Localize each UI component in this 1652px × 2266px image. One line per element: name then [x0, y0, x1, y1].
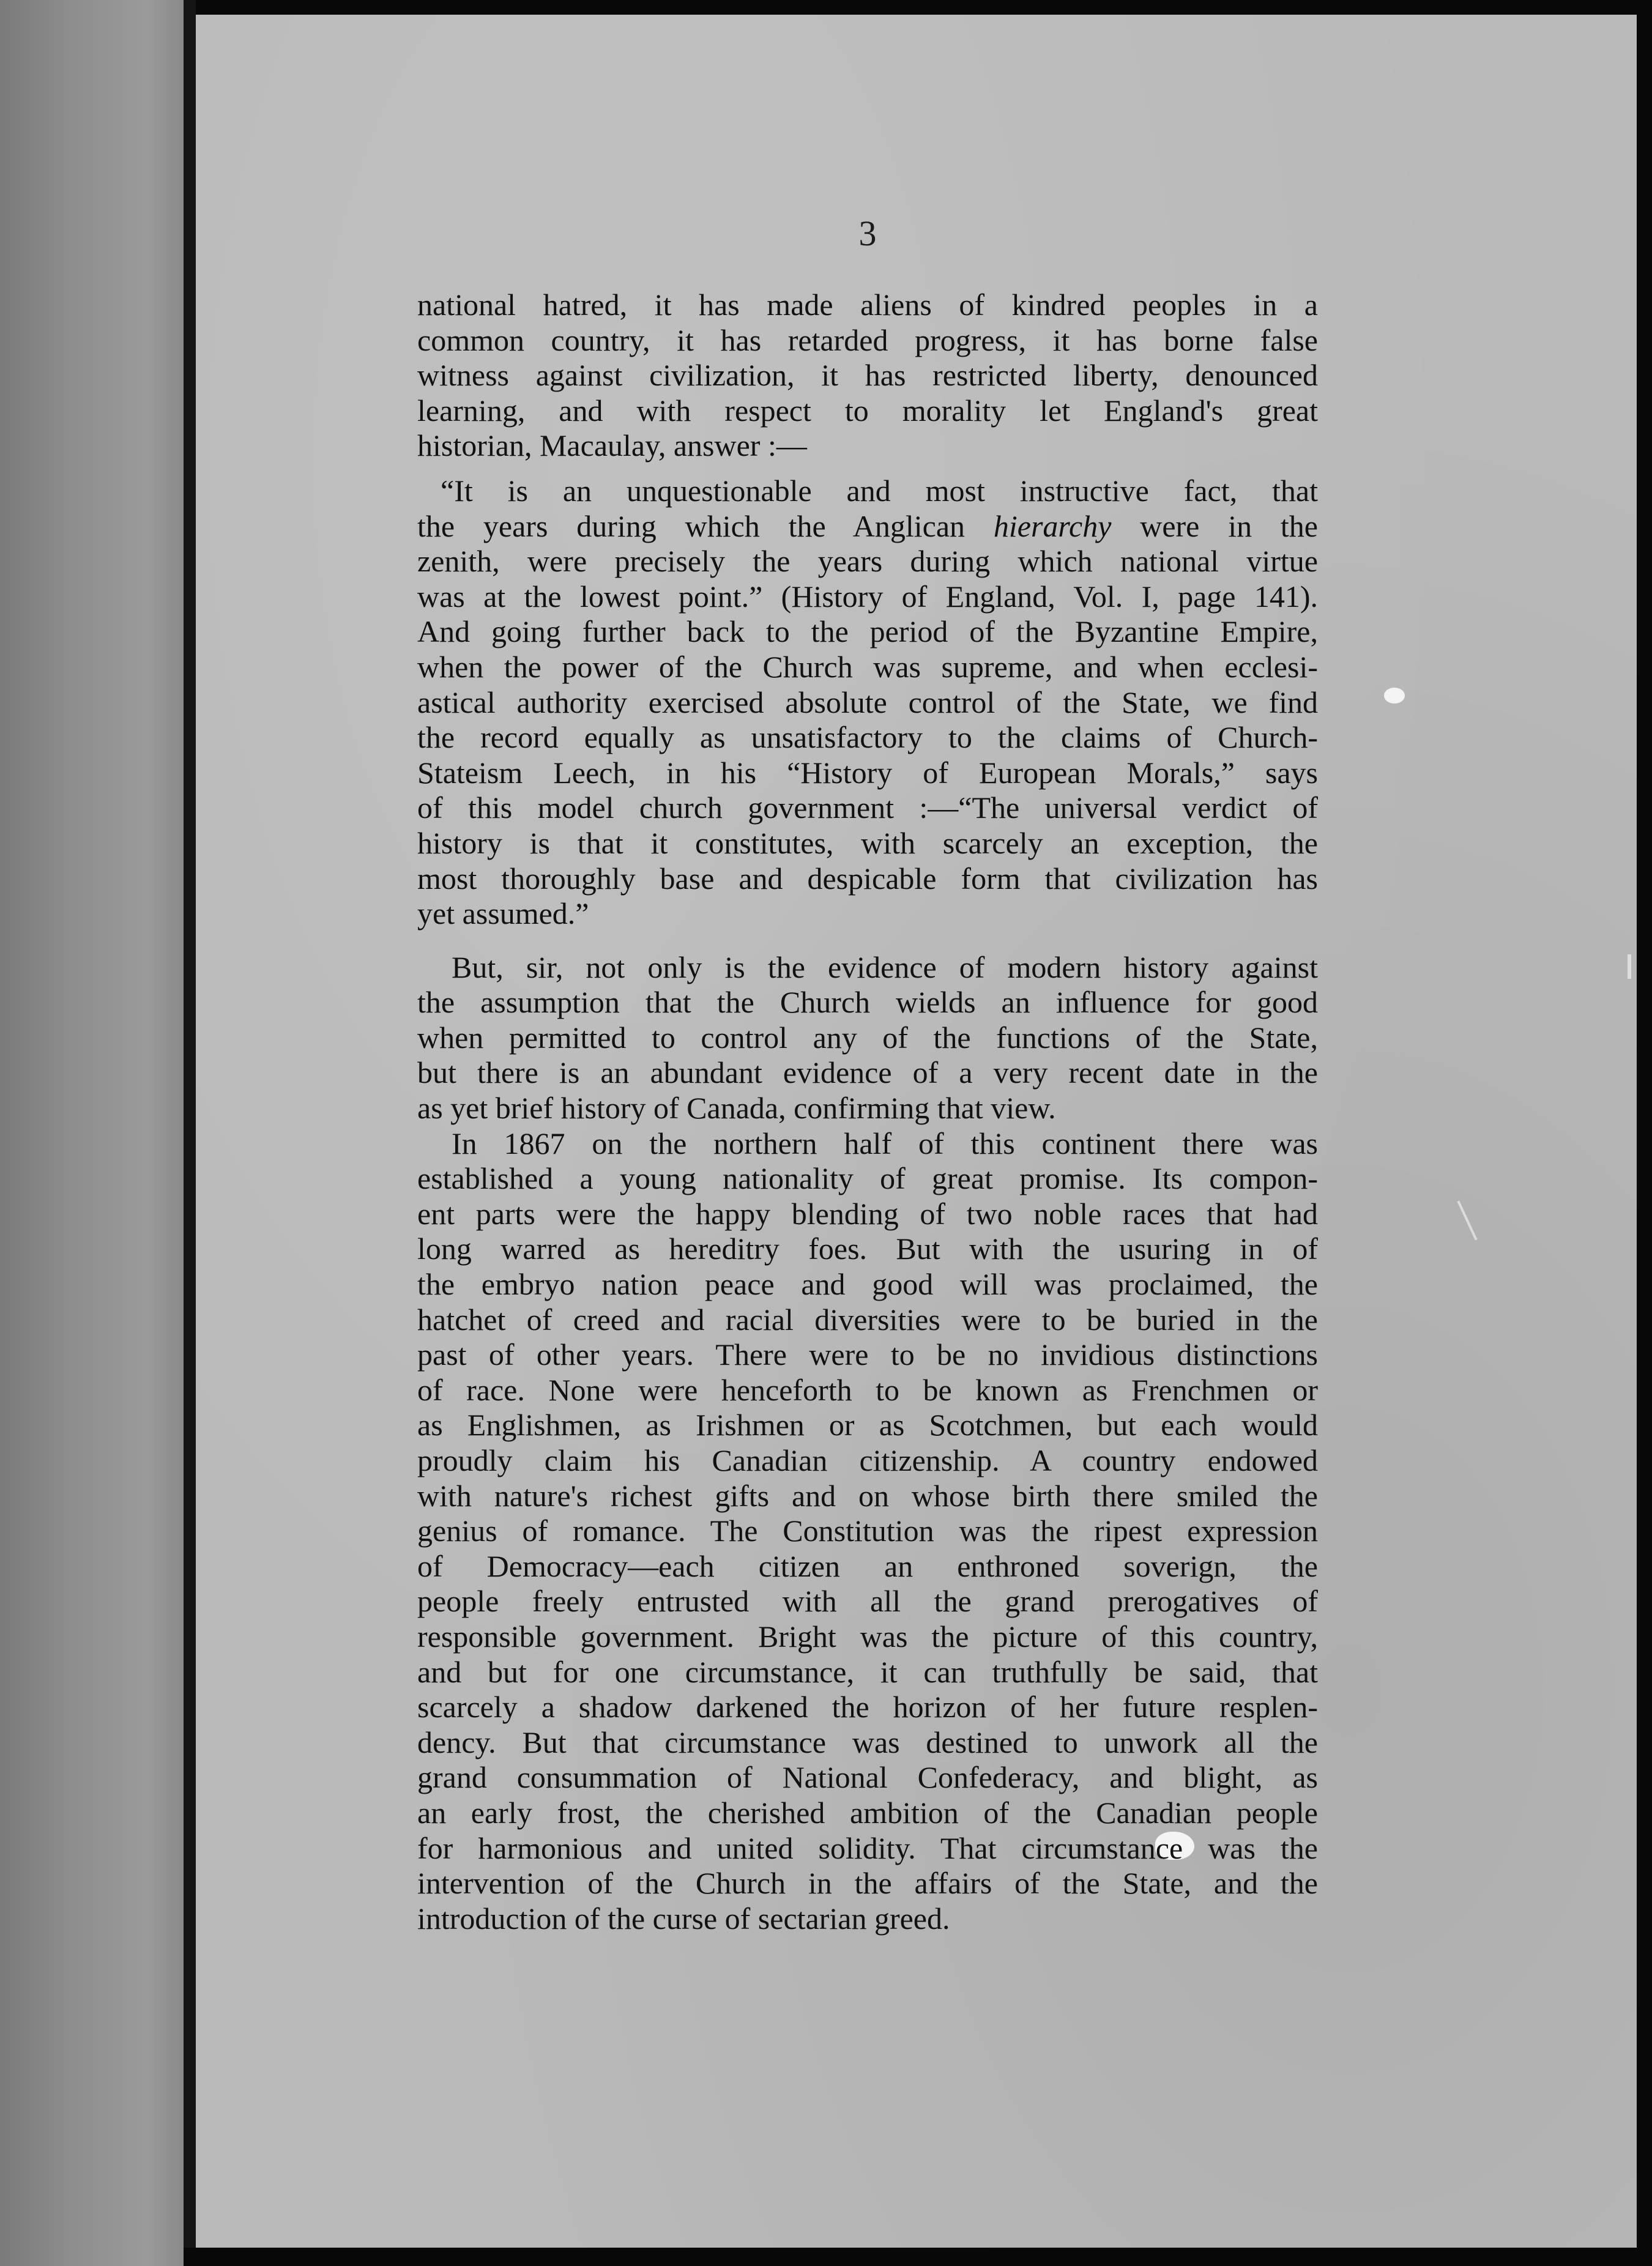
text-line: astical authority exercised absolute control of the State, we find — [417, 685, 1318, 719]
text-line: genius of romance. The Constitution was the ripest expression — [417, 1514, 1318, 1548]
text-line: as yet brief history of Canada, confirming that view. — [417, 1091, 1056, 1126]
paragraph-gap — [417, 464, 1318, 474]
text-line: with nature's richest gifts and on whose birth there smiled the — [417, 1478, 1318, 1513]
scan-bottom-border — [184, 2248, 1652, 2266]
text-line: when permitted to control any of the functions of the State, — [417, 1020, 1318, 1055]
text-line: witness against civilization, it has restricted liberty, denounced — [417, 358, 1318, 393]
text-line: And going further back to the period of the Byzantine Empire, — [417, 614, 1318, 649]
text-line: Stateism Leech, in his “History of European Morals,” says — [417, 755, 1318, 790]
text-line: for harmonious and united solidity. That circumstance was the — [417, 1830, 1318, 1865]
text-line: most thoroughly base and despicable form that civilization has — [417, 861, 1318, 896]
text-line: yet assumed.” — [417, 896, 589, 931]
book-spine — [184, 0, 196, 2266]
text-line: ent parts were the happy blending of two noble races that had — [417, 1196, 1318, 1231]
text-line: scarcely a shadow darkened the horizon of her future resplen- — [417, 1690, 1318, 1725]
text-line: was at the lowest point.” (History of England, Vol. I, page 141). — [417, 579, 1318, 614]
text-line: historian, Macaulay, answer :— — [417, 428, 807, 463]
paragraph — [417, 288, 1318, 464]
text-line: but there is an abundant evidence of a very recent date in the — [417, 1055, 1318, 1090]
text-line: of race. None were henceforth to be known as Frenchmen or — [417, 1372, 1318, 1407]
text-line: when the power of the Church was supreme, and when ecclesi- — [417, 649, 1318, 684]
text-line: of Democracy—each citizen an enthroned soverign, the — [417, 1548, 1318, 1583]
page-number: 3 — [858, 214, 877, 253]
text-line: the assumption that the Church wields an influence for good — [417, 985, 1318, 1020]
text-line: learning, and with respect to morality let England's great — [417, 393, 1318, 428]
paragraph — [417, 1126, 1318, 1937]
text-line: as Englishmen, as Irishmen or as Scotchmen, but each would — [417, 1408, 1318, 1443]
body-text — [417, 288, 1318, 1936]
text-line: “It is an unquestionable and most instructive fact, that — [441, 473, 1318, 508]
text-line: hatchet of creed and racial diversities were to be buried in the — [417, 1302, 1318, 1337]
paragraph — [417, 474, 1318, 932]
text-line: dency. But that circumstance was destined to unwork all the — [417, 1725, 1318, 1759]
text-line: grand consummation of National Confederacy, and blight, as — [417, 1760, 1318, 1795]
scan-top-border — [196, 0, 1652, 15]
text-line: of this model church government :—“The universal verdict of — [417, 790, 1318, 825]
emphasized-word: hierarchy — [993, 508, 1112, 543]
text-fragment: the years during which the Anglican — [417, 508, 966, 543]
paragraph-gap — [417, 932, 1318, 950]
text-line: But, sir, not only is the evidence of modern history against — [452, 949, 1318, 984]
text-line: In 1867 on the northern half of this continent there was — [452, 1126, 1318, 1161]
text-line — [417, 509, 1318, 544]
text-line: people freely entrusted with all the grand prerogatives of — [417, 1584, 1318, 1619]
text-line: the record equally as unsatisfactory to the claims of Church- — [417, 720, 1318, 755]
text-line: intervention of the Church in the affairs of the State, and the — [417, 1866, 1318, 1901]
facing-page-edge — [0, 0, 184, 2266]
scan-scratch — [1628, 954, 1631, 979]
text-line: established a young nationality of great promise. Its compon- — [417, 1161, 1318, 1196]
text-line: national hatred, it has made aliens of kindred peoples in a — [417, 288, 1318, 322]
text-line: past of other years. There were to be no invidious distinctions — [417, 1337, 1318, 1372]
text-line: proudly claim his Canadian citizenship. A country endowed — [417, 1443, 1318, 1477]
text-line: and but for one circumstance, it can truthfully be said, that — [417, 1654, 1318, 1689]
paragraph — [417, 950, 1318, 1126]
text-line: zenith, were precisely the years during which national virtue — [417, 544, 1318, 579]
text-line: an early frost, the cherished ambition of the Canadian people — [417, 1795, 1318, 1830]
text-line: common country, it has retarded progress, it has borne false — [417, 322, 1318, 357]
text-line: introduction of the curse of sectarian greed. — [417, 1901, 950, 1936]
text-fragment: were in the — [1140, 508, 1318, 543]
text-line: history is that it constitutes, with scarcely an exception, the — [417, 825, 1318, 860]
text-line: long warred as hereditry foes. But with the usuring in of — [417, 1231, 1318, 1266]
scan-right-border — [1637, 0, 1652, 2266]
text-line: the embryo nation peace and good will was proclaimed, the — [417, 1267, 1318, 1302]
text-line: responsible government. Bright was the picture of this country, — [417, 1619, 1318, 1654]
paper-blemish — [1384, 688, 1405, 704]
